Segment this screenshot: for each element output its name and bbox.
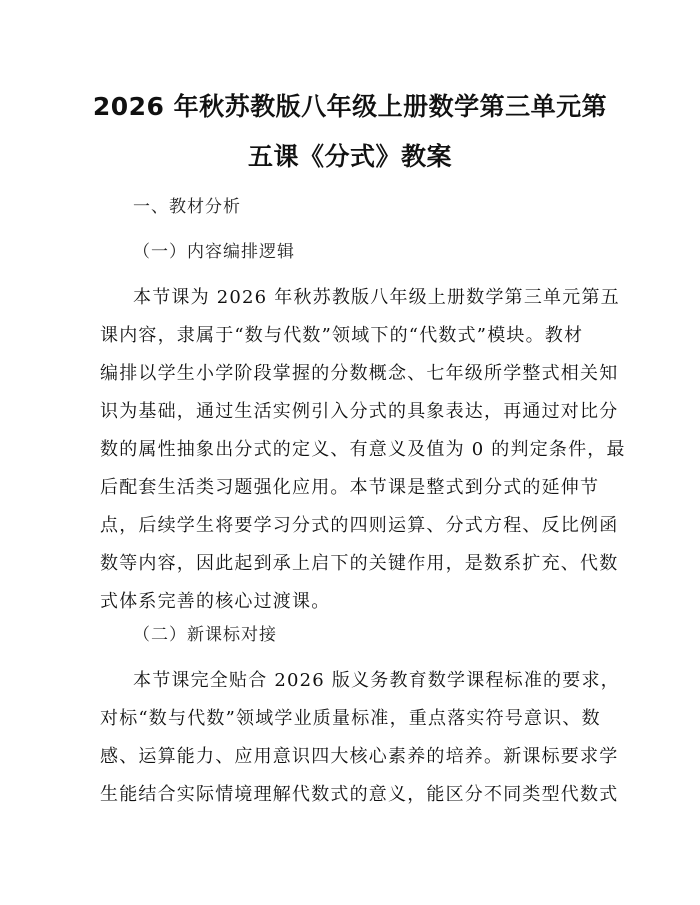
- document-title-line-1: 2026 年秋苏教版八年级上册数学第三单元第: [92, 92, 608, 121]
- section-heading-textbook-analysis: 一、教材分析: [133, 197, 241, 217]
- paragraph-2-line: 本节课完全贴合 2026 版义务教育数学课程标准的要求，: [133, 670, 620, 691]
- paragraph-1-line: 后配套生活类习题强化应用。本节课是整式到分式的延伸节: [100, 477, 600, 498]
- subsection-heading-curriculum-standards: （二）新课标对接: [133, 625, 277, 645]
- paragraph-2-line: 生能结合实际情境理解代数式的意义，能区分不同类型代数式: [100, 784, 619, 805]
- document-title-line-2: 五课《分式》教案: [247, 142, 452, 171]
- paragraph-2-line: 感、运算能力、应用意识四大核心素养的培养。新课标要求学: [100, 746, 619, 767]
- paragraph-1-line: 数的属性抽象出分式的定义、有意义及值为 0 的判定条件，最: [100, 439, 626, 460]
- paragraph-1-line: 点，后续学生将要学习分式的四则运算、分式方程、反比例函: [100, 515, 619, 536]
- paragraph-1-line: 数等内容，因此起到承上启下的关键作用，是数系扩充、代数: [100, 553, 619, 574]
- paragraph-1-line: 识为基础，通过生活实例引入分式的具象表达，再通过对比分: [100, 401, 619, 422]
- paragraph-1-line: 式体系完善的核心过渡课。: [100, 591, 331, 612]
- paragraph-1-line: 编排以学生小学阶段掌握的分数概念、七年级所学整式相关知: [100, 363, 619, 384]
- paragraph-1-line: 课内容，隶属于“数与代数”领域下的“代数式”模块。教材: [100, 325, 584, 346]
- subsection-heading-content-logic: （一）内容编排逻辑: [133, 242, 295, 262]
- paragraph-1-line: 本节课为 2026 年秋苏教版八年级上册数学第三单元第五: [133, 287, 620, 308]
- paragraph-2-line: 对标“数与代数”领域学业质量标准，重点落实符号意识、数: [100, 708, 601, 729]
